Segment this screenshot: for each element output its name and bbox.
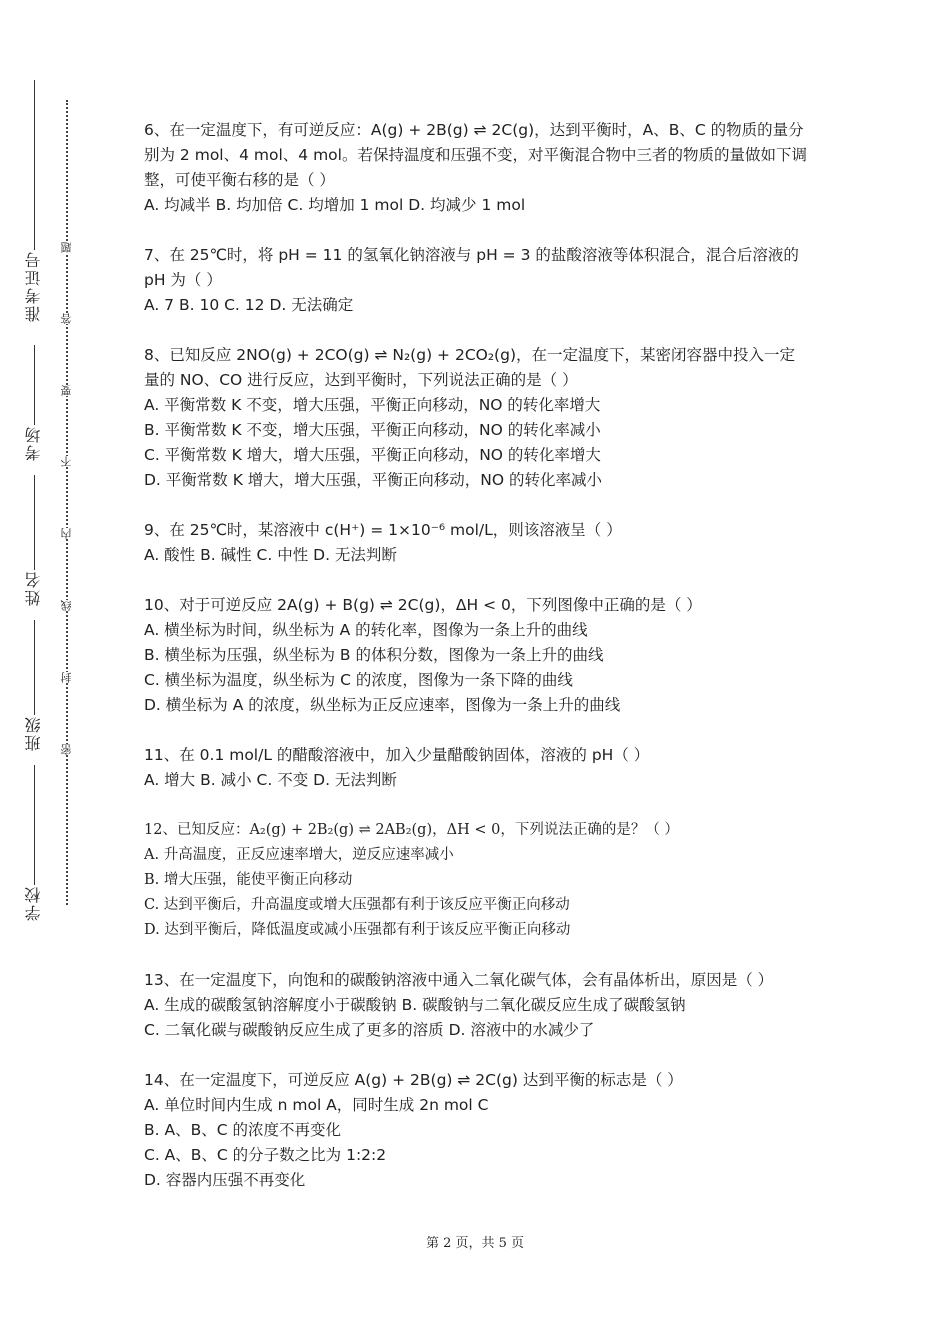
question-option: C. 横坐标为温度，纵坐标为 C 的浓度，图像为一条下降的曲线 [144,671,573,689]
question-option: B. 横坐标为压强，纵坐标为 B 的体积分数，图像为一条上升的曲线 [144,646,604,664]
question-option: A. 酸性 B. 碱性 C. 中性 D. 无法判断 [144,546,397,564]
question-option: D. 达到平衡后，降低温度或减小压强都有利于该反应平衡正向移动 [144,922,571,938]
exam-number-label: 准考证号 [24,250,43,322]
page-number: 第 2 页，共 5 页 [425,1236,525,1251]
question-option: B. 平衡常数 K 不变，增大压强，平衡正向移动，NO 的转化率减小 [144,421,601,439]
question-13 [144,968,810,1043]
seal-char: 内 [58,528,76,539]
question-list [144,118,810,1218]
name-field [22,475,46,606]
exam-room-line [34,345,35,425]
question-6 [144,118,810,218]
question-10 [144,593,810,718]
question-9 [144,518,810,568]
seal-dotted-line [66,100,72,905]
question-option: C. 二氧化碳与碳酸钠反应生成了更多的溶质 D. 溶液中的水减少了 [144,1021,595,1039]
question-option: A. 横坐标为时间，纵坐标为 A 的转化率，图像为一条上升的曲线 [144,621,588,639]
question-stem: 8、已知反应 2NO(g) + 2CO(g) ⇌ N₂(g) + 2CO₂(g)，在一定温度下，某密闭容器中投入一定量的 NO、CO 进行反应，达到平衡时，下列说法正确的是（ ） [144,346,795,389]
exam-room-field [22,345,46,461]
question-stem: 6、在一定温度下，有可逆反应：A(g) + 2B(g) ⇌ 2C(g)，达到平衡时，A、B、C 的物质的量分别为 2 mol、4 mol、4 mol。若保持温度和压强不变，对平衡混合物中三者的物质的量做如下调整，可使平衡右移的是（ ） [144,121,807,189]
question-option: D. 容器内压强不再变化 [144,1171,306,1189]
question-stem: 9、在 25℃时，某溶液中 c(H⁺) = 1×10⁻⁶ mol/L，则该溶液呈（ ） [144,521,622,539]
question-option: A. 平衡常数 K 不变，增大压强，平衡正向移动，NO 的转化率增大 [144,396,601,414]
question-option: D. 平衡常数 K 增大，增大压强，平衡正向移动，NO 的转化率减小 [144,471,603,489]
name-line [34,475,35,570]
question-7 [144,243,810,318]
question-stem: 14、在一定温度下，可逆反应 A(g) + 2B(g) ⇌ 2C(g) 达到平衡的标志是（ ） [144,1071,683,1089]
question-option: B. A、B、C 的浓度不再变化 [144,1121,341,1139]
seal-char: 密 [58,744,76,755]
question-8 [144,343,810,493]
school-field [22,765,46,921]
class-field [22,620,46,751]
class-label: 班级 [24,715,43,751]
question-12 [144,818,810,943]
binding-margin [0,0,120,1344]
question-option: A. 7 B. 10 C. 12 D. 无法确定 [144,296,354,314]
question-option: A. 升高温度，正反应速率增大，逆反应速率减小 [144,847,454,863]
question-14 [144,1068,810,1193]
question-option: A. 均减半 B. 均加倍 C. 均增加 1 mol D. 均减少 1 mol [144,196,526,214]
seal-char: 题 [58,242,76,253]
seal-char: 答 [58,313,76,324]
seal-char: 封 [58,672,76,683]
question-stem: 11、在 0.1 mol/L 的醋酸溶液中，加入少量醋酸钠固体，溶液的 pH（ ） [144,746,650,764]
question-option: C. 平衡常数 K 增大，增大压强，平衡正向移动，NO 的转化率增大 [144,446,601,464]
question-option: D. 横坐标为 A 的浓度，纵坐标为正反应速率，图像为一条上升的曲线 [144,696,621,714]
exam-number-field [22,80,46,322]
seal-char: 线 [58,600,76,611]
question-stem: 7、在 25℃时，将 pH = 11 的氢氧化钠溶液与 pH = 3 的盐酸溶液等体积混合，混合后溶液的 pH 为（ ） [144,246,799,289]
exam-room-label: 考场 [24,425,43,461]
question-option: B. 增大压强，能使平衡正向移动 [144,872,353,888]
seal-char: 不 [58,456,76,467]
question-stem: 10、对于可逆反应 2A(g) + B(g) ⇌ 2C(g)，ΔH < 0，下列图像中正确的是（ ） [144,596,702,614]
question-stem: 12、已知反应：A₂(g) + 2B₂(g) ⇌ 2AB₂(g)，ΔH < 0，下列说法正确的是？（ ） [144,822,679,838]
question-option: C. 达到平衡后，升高温度或增大压强都有利于该反应平衡正向移动 [144,897,570,913]
exam-number-line [34,80,35,250]
question-option: C. A、B、C 的分子数之比为 1:2:2 [144,1146,387,1164]
class-line [34,620,35,715]
question-option: A. 增大 B. 减小 C. 不变 D. 无法判断 [144,771,397,789]
question-option: A. 单位时间内生成 n mol A，同时生成 2n mol C [144,1096,489,1114]
seal-char: 要 [58,385,76,396]
question-option: A. 生成的碳酸氢钠溶解度小于碳酸钠 B. 碳酸钠与二氧化碳反应生成了碳酸氢钠 [144,996,686,1014]
school-label: 学校 [24,885,43,921]
school-line [34,765,35,885]
question-11 [144,743,810,793]
name-label: 姓名 [24,570,43,606]
question-stem: 13、在一定温度下，向饱和的碳酸钠溶液中通入二氧化碳气体，会有晶体析出，原因是（ ） [144,971,774,989]
